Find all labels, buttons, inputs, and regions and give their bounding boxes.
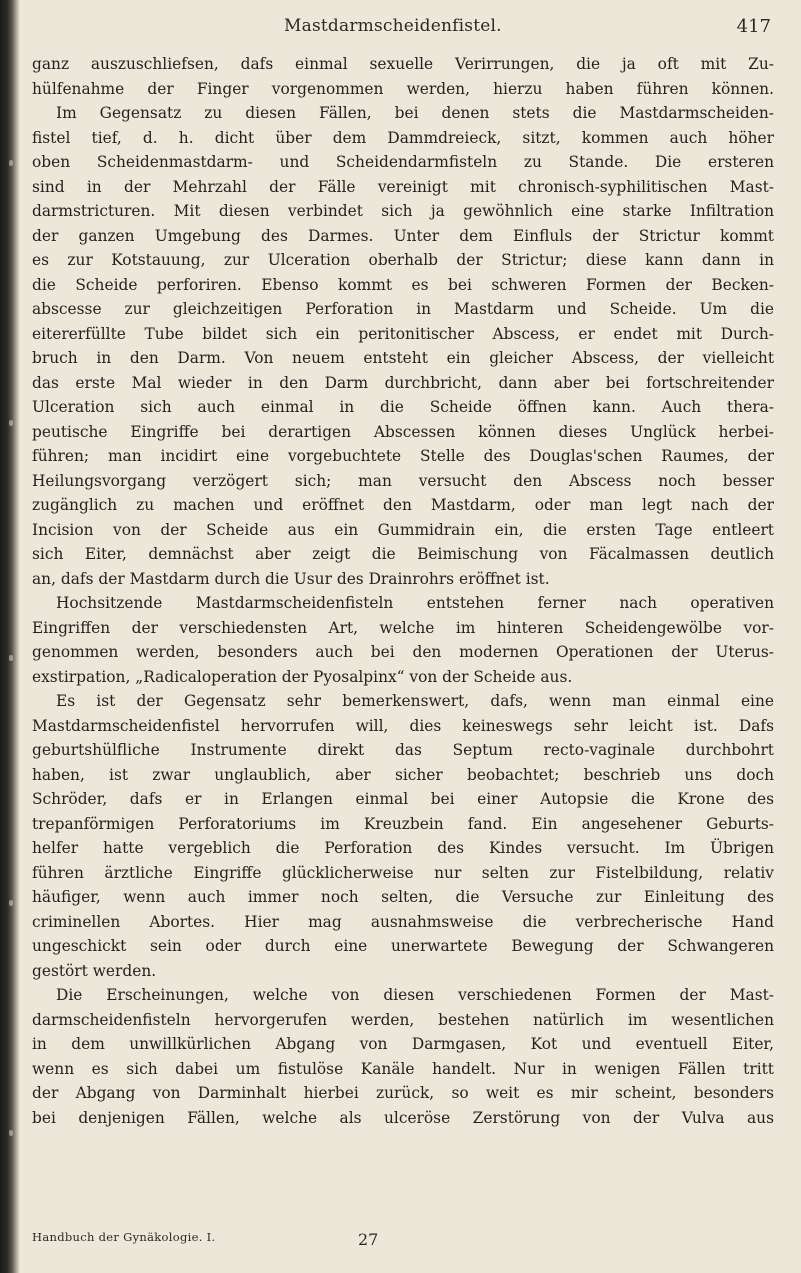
text-line: Eingriffen der verschiedensten Art, welche im hinteren Scheidengewölbe vor- <box>32 618 774 637</box>
running-title: Mastdarmscheidenfistel. <box>284 16 502 36</box>
page-header <box>20 16 771 40</box>
binding-mark <box>9 420 13 426</box>
text-line: fistel tief, d. h. dicht über dem Dammdreieck, sitzt, kommen auch höher <box>32 128 774 147</box>
text-line: führen; man incidirt eine vorgebuchtete Stelle des Douglas'schen Raumes, der <box>32 447 774 465</box>
binding-mark <box>9 900 13 906</box>
text-line: wenn es sich dabei um fistulöse Kanäle handelt. Nur in wenigen Fällen tritt <box>32 1059 774 1078</box>
text-line: sich Eiter, demnächst aber zeigt die Beimischung von Fäcalmassen deutlich <box>32 545 774 563</box>
text-line: abscesse zur gleichzeitigen Perforation in Mastdarm und Scheide. Um die <box>32 300 774 318</box>
text-line: ungeschickt sein oder durch eine unerwartete Bewegung der Schwangeren <box>32 937 774 955</box>
text-line: darmstricturen. Mit diesen verbindet sich ja gewöhnlich eine starke Infiltration <box>32 202 774 220</box>
text-line: eitererfüllte Tube bildet sich ein peritonitischer Abscess, er endet mit Durch- <box>32 324 774 343</box>
text-line: an, dafs der Mastdarm durch die Usur des Drainrohrs eröffnet ist. <box>32 569 550 588</box>
text-line: oben Scheidenmastdarm- und Scheidendarmfisteln zu Stande. Die ersteren <box>32 153 774 171</box>
text-line: helfer hatte vergeblich die Perforation des Kindes versucht. Im Übrigen <box>32 839 774 857</box>
text-line: zugänglich zu machen und eröffnet den Mastdarm, oder man legt nach der <box>32 496 774 514</box>
text-line: die Scheide perforiren. Ebenso kommt es bei schweren Formen der Becken- <box>32 275 774 294</box>
text-line: bei denjenigen Fällen, welche als ulceröse Zerstörung von der Vulva aus <box>32 1108 774 1127</box>
text-line: Die Erscheinungen, welche von diesen verschiedenen Formen der Mast- <box>56 986 774 1004</box>
text-line: Im Gegensatz zu diesen Fällen, bei denen stets die Mastdarmscheiden- <box>56 104 774 122</box>
text-line: Schröder, dafs er in Erlangen einmal bei einer Autopsie die Krone des <box>32 790 774 808</box>
page-footer <box>32 1228 774 1252</box>
text-line: Mastdarmscheidenfistel hervorrufen will, dies keineswegs sehr leicht ist. Dafs <box>32 716 774 735</box>
text-line: hülfenahme der Finger vorgenommen werden, hierzu haben führen können. <box>32 79 774 98</box>
text-line: Hochsitzende Mastdarmscheidenfisteln entstehen ferner nach operativen <box>56 594 774 612</box>
page-number: 417 <box>736 16 771 37</box>
text-line: führen ärztliche Eingriffe glücklicherweise nur selten zur Fistelbildung, relativ <box>32 863 774 882</box>
text-line: der Abgang von Darminhalt hierbei zurück, so weit es mir scheint, besonders <box>32 1084 774 1102</box>
text-line: gestört werden. <box>32 961 157 980</box>
binding-mark <box>9 1130 13 1136</box>
text-line: peutische Eingriffe bei derartigen Abscessen können dieses Unglück herbei- <box>32 422 774 441</box>
text-line: Heilungsvorgang verzögert sich; man versucht den Abscess noch besser <box>32 471 774 490</box>
text-line: häufiger, wenn auch immer noch selten, die Versuche zur Einleitung des <box>32 888 774 906</box>
text-line: Incision von der Scheide aus ein Gummidrain ein, die ersten Tage entleert <box>32 520 774 539</box>
text-line: trepanförmigen Perforatoriums im Kreuzbein fand. Ein angesehener Geburts- <box>32 814 774 833</box>
text-line: in dem unwillkürlichen Abgang von Darmgasen, Kot und eventuell Eiter, <box>32 1035 774 1053</box>
text-line: Ulceration sich auch einmal in die Scheide öffnen kann. Auch thera- <box>32 398 774 416</box>
text-line: genommen werden, besonders auch bei den modernen Operationen der Uterus- <box>32 643 774 661</box>
text-line: ganz auszuschliefsen, dafs einmal sexuelle Verirrungen, die ja oft mit Zu- <box>32 55 774 73</box>
text-line: darmscheidenfisteln hervorgerufen werden, bestehen natürlich im wesentlichen <box>32 1010 774 1029</box>
text-line: Es ist der Gegensatz sehr bemerkenswert, dafs, wenn man einmal eine <box>56 692 774 710</box>
binding-mark <box>9 655 13 661</box>
text-line: geburtshülfliche Instrumente direkt das Septum recto-vaginale durchbohrt <box>32 741 774 759</box>
page-binding-edge <box>0 0 20 1273</box>
text-line: bruch in den Darm. Von neuem entsteht ein gleicher Abscess, der vielleicht <box>32 349 774 367</box>
footer-book-title: Handbuch der Gynäkologie. I. <box>32 1230 216 1244</box>
text-line: criminellen Abortes. Hier mag ausnahmsweise die verbrecherische Hand <box>32 912 774 931</box>
text-line: das erste Mal wieder in den Darm durchbricht, dann aber bei fortschreitender <box>32 373 774 392</box>
text-line: es zur Kotstauung, zur Ulceration oberhalb der Strictur; diese kann dann in <box>32 251 774 269</box>
text-line: sind in der Mehrzahl der Fälle vereinigt mit chronisch-syphilitischen Mast- <box>32 177 774 196</box>
text-line: der ganzen Umgebung des Darmes. Unter dem Einfluls der Strictur kommt <box>32 226 774 245</box>
signature-number: 27 <box>358 1230 379 1249</box>
body-text <box>32 52 774 1130</box>
text-line: haben, ist zwar unglaublich, aber sicher beobachtet; beschrieb uns doch <box>32 765 774 784</box>
text-line: exstirpation, „Radicaloperation der Pyosalpinx“ von der Scheide aus. <box>32 667 573 686</box>
binding-mark <box>9 160 13 166</box>
